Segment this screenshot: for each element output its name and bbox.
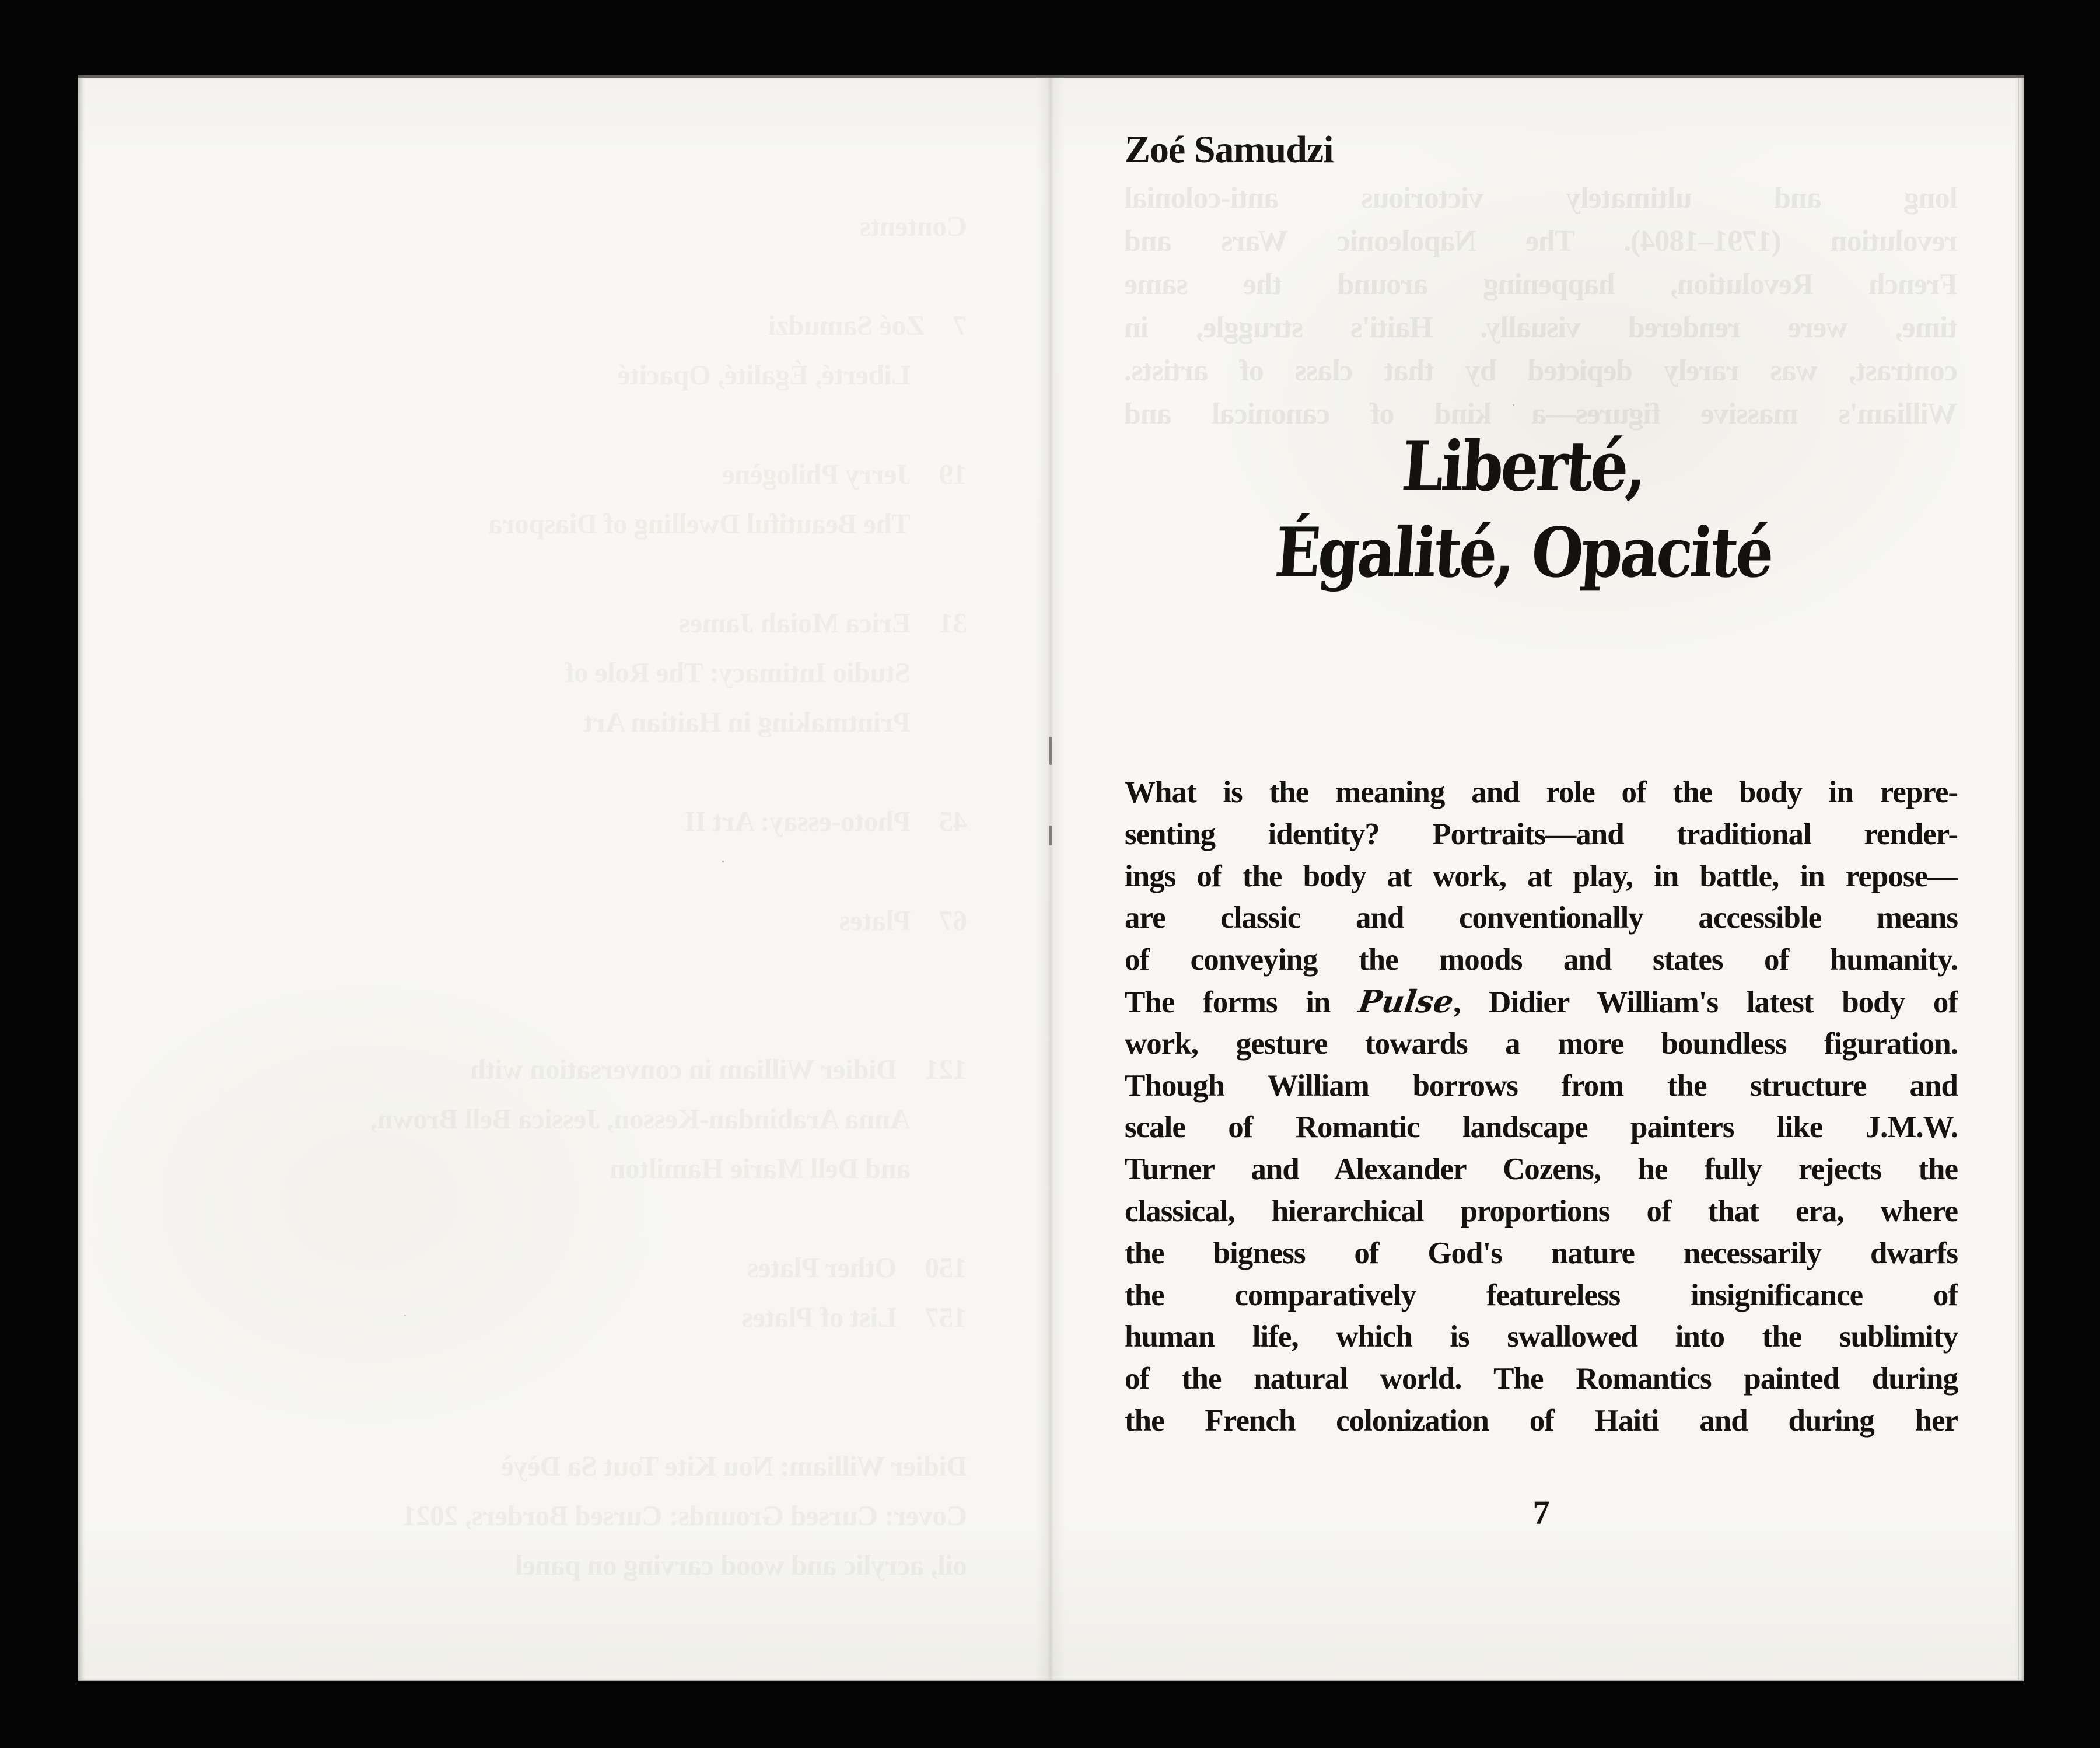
ghost-text-line: Cover: Cursed Grounds: Cursed Borders, 2021 [402, 1499, 967, 1532]
author-name: Zoé Samudzi [1125, 128, 1334, 171]
body-text-line: senting identity? Portraits—and traditional render- [1125, 817, 1958, 851]
right-page [1050, 78, 2024, 1680]
ghost-text-line [165, 1193, 967, 1243]
ghost-text-line: The Beautiful Dwelling of Diaspora [488, 508, 967, 540]
ghost-text-line [165, 995, 967, 1044]
ghost-text-line: 157 List of Plates [742, 1301, 967, 1333]
ghost-text-line: Liberté, Égalité, Opacité [618, 359, 967, 391]
body-text-line: What is the meaning and role of the body in repre- [1125, 775, 1958, 809]
body-paragraph [1125, 772, 1958, 1442]
article-title-line: Égalité, Opacité [1272, 512, 1774, 593]
ghost-text-line: and Dell Marie Hamilton [610, 1152, 967, 1184]
paper-speck [404, 1315, 406, 1316]
body-text-line: the comparatively featureless insignificance of [1125, 1278, 1958, 1312]
left-page [78, 78, 1050, 1680]
page-stack-edge [2015, 78, 2024, 1680]
ghost-text-line: 121 Didier William in conversation with [470, 1053, 967, 1085]
article-title [1109, 419, 1942, 592]
body-text-line: The forms in Pulse, Didier William's latest body of [1125, 983, 1958, 1020]
ghost-text-line: revolution (1791–1804). The Napoleonic Wars and [1125, 225, 1958, 258]
ghost-text-line [165, 747, 967, 796]
body-text-line: work, gesture towards a more boundless figuration. [1125, 1026, 1958, 1061]
paper-speck [722, 861, 724, 862]
ghost-text-line: Anna Arabindan-Kesson, Jessica Bell Brown, [370, 1103, 967, 1135]
ghost-text-line: 67 Plates [839, 904, 967, 936]
ghost-showthrough-contents [165, 201, 967, 1590]
body-text-line: scale of Romantic landscape painters like J.M.W. [1125, 1110, 1958, 1145]
body-text-line: ings of the body at work, at play, in battle, in repose— [1125, 859, 1958, 893]
ghost-text-line: 150 Other Plates [747, 1251, 967, 1284]
ghost-text-line [165, 1342, 967, 1392]
body-text-line: Turner and Alexander Cozens, he fully rejects the [1125, 1152, 1958, 1187]
body-text-line: human life, which is swallowed into the sublimity [1125, 1320, 1958, 1354]
ghost-text-line: contrast, was rarely depicted by that class of artists. [1125, 354, 1958, 387]
ghost-text-line: time, were rendered visually. Haiti's struggle, in [1125, 311, 1958, 344]
body-text-line: of conveying the moods and states of humanity. [1125, 943, 1958, 977]
ghost-text-line: 7 Zoé Samudzi [768, 309, 967, 341]
book-spread [78, 75, 2024, 1681]
body-text-line: the bigness of God's nature necessarily dwarfs [1125, 1236, 1958, 1270]
ghost-text-line [165, 945, 967, 995]
body-text-line: the French colonization of Haiti and during her [1125, 1403, 1958, 1438]
ghost-text-line [165, 548, 967, 598]
ghost-showthrough-next-page [1125, 177, 1958, 436]
ghost-text-line: oil, acrylic and wood carving on panel [515, 1549, 967, 1581]
ghost-text-line [165, 400, 967, 449]
ghost-text-line: Didier William: Nou Kite Tout Sa Dèyè [501, 1450, 967, 1482]
ghost-text-line: 45 Photo-essay: Art II [684, 805, 967, 837]
ghost-text-line: long and ultimately victorious anti-colonial [1125, 181, 1958, 215]
body-text-line: of the natural world. The Romantics painted during [1125, 1362, 1958, 1396]
ghost-text-line: 19 Jerry Philogène [722, 458, 967, 490]
body-text-line: Though William borrows from the structure and [1125, 1068, 1958, 1103]
ghost-text-line [165, 251, 967, 300]
body-text-line: classical, hierarchical proportions of that era, where [1125, 1194, 1958, 1228]
ghost-text-line: William's massive figures—a kind of canonical and [1125, 397, 1958, 431]
ghost-text-line: Contents [860, 210, 967, 242]
ghost-text-line: Printmaking in Haitian Art [583, 706, 967, 738]
ghost-text-line: French Revolution, happening around the same [1125, 268, 1958, 301]
ghost-text-line [165, 846, 967, 896]
ghost-text-line [165, 1392, 967, 1441]
body-text-line: are classic and conventionally accessible means [1125, 901, 1958, 935]
page-number: 7 [1532, 1494, 1550, 1532]
ghost-text-line: 31 Erica Moiah James [679, 607, 967, 639]
ghost-text-line: Studio Intimacy: The Role of [565, 656, 967, 688]
article-title-line: Liberté, [1399, 426, 1648, 507]
